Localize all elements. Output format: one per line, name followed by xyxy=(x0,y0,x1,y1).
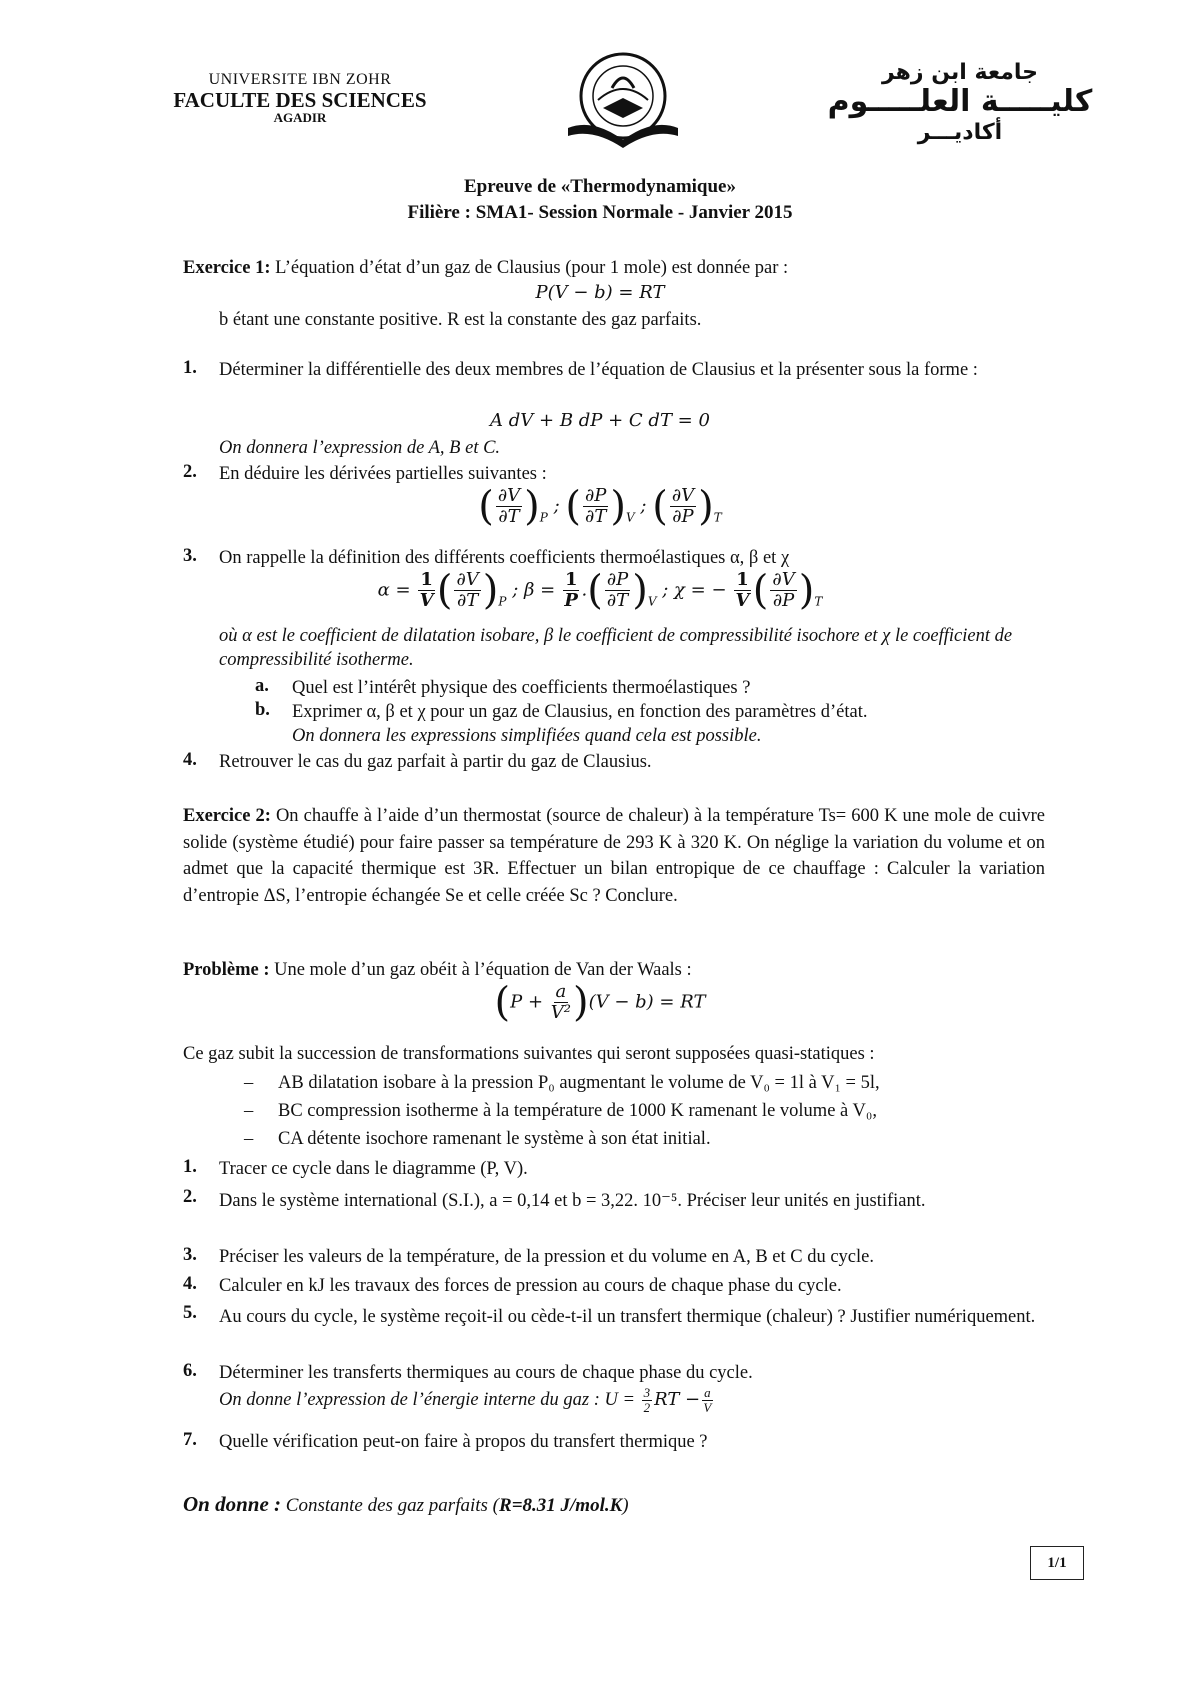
problem-intro xyxy=(183,958,1043,982)
partial-derivatives: ( $\frac{\partial V}{\partial T}$ )$_P$ ; ( $\frac{\partial P}{\partial T}$ )$_V$ ; ( $\frac{\partial V}{\partial P}$ )$_T$ xyxy=(478,483,722,530)
transformation-bc: BC compression isotherme à la température de 1000 K ramenant le volume à V₀, xyxy=(278,1101,877,1121)
problem-q6: Déterminer les transferts thermiques au cours de chaque phase du cycle. xyxy=(219,1363,753,1383)
problem-q6-note: On donne l’expression de l’énergie interne du gaz : U = $\frac{3}{2}$ RT − $\frac{a}{V}$ xyxy=(219,1385,712,1416)
clausius-equation: P(V − b) = RT xyxy=(535,282,665,303)
problem-q6-number: 6. xyxy=(183,1361,197,1381)
ex1-q1-number: 1. xyxy=(183,358,197,378)
gas-constant-value: R=8.31 J/mol.K xyxy=(499,1495,623,1516)
ex1-qb-text: Exprimer α, β et χ pour un gaz de Clausius, en fonction des paramètres d’état. xyxy=(292,702,868,722)
transformation-dash-2: – xyxy=(244,1101,254,1121)
problem-q4-number: 4. xyxy=(183,1274,197,1294)
problem-q5-number: 5. xyxy=(183,1303,197,1323)
problem-q2-number: 2. xyxy=(183,1187,197,1207)
ex1-q1-note: On donnera l’expression de A, B et C. xyxy=(219,438,501,458)
ex1-qa-text: Quel est l’intérêt physique des coefficients thermoélastiques ? xyxy=(292,678,751,698)
ex1-qb-number: b. xyxy=(255,700,270,720)
page-number: 1/1 xyxy=(1030,1546,1084,1580)
header-arabic xyxy=(820,60,1100,145)
university-name-ar: جامعة ابن زهر xyxy=(881,60,1039,85)
ex1-intro xyxy=(183,256,1043,280)
problem-q5: Au cours du cycle, le système reçoit-il ou cède-t-il un transfert thermique (chaleur) ? Justifier numériquement. xyxy=(219,1307,1036,1327)
ex1-qa-number: a. xyxy=(255,676,269,696)
transformations-intro: Ce gaz subit la succession de transformations suivantes qui seront supposées quasi-statiques : xyxy=(183,1044,875,1064)
university-name: UNIVERSITE IBN ZOHR xyxy=(208,71,392,88)
ex1-q2-text: En déduire les dérivées partielles suivantes : xyxy=(219,464,547,484)
city-name: AGADIR xyxy=(273,109,327,125)
problem-q1: Tracer ce cycle dans le diagramme (P, V). xyxy=(219,1159,528,1179)
van-der-waals-equation: (P + $\frac{a}{\text{V²}}$ )(V − b) = RT xyxy=(494,979,706,1026)
thermoelastic-definitions: α = $\frac{1}{V}$ ( $\frac{\partial V}{\partial T}$ )$_P$ ; β = $\frac{1}{P}$ .( $\frac{\partial P}{\partial T}$ )$_V$ ; χ = − $\frac{1}{V}$ ( $\frac{\partial V}{\partial P}$ )$_T$ xyxy=(377,567,823,614)
problem-q1-number: 1. xyxy=(183,1157,197,1177)
transformation-ca: CA détente isochore ramenant le système à son état initial. xyxy=(278,1129,711,1149)
given-close: ) xyxy=(622,1495,629,1516)
ex2-label: Exercice 2: xyxy=(183,806,271,826)
ex1-q4-number: 4. xyxy=(183,750,197,770)
given-text: Constante des gaz parfaits ( xyxy=(281,1495,500,1516)
ex1-intro-text: L’équation d’état d’un gaz de Clausius (pour 1 mole) est donnée par : xyxy=(270,258,789,278)
ex1-qb-note: On donnera les expressions simplifiées quand cela est possible. xyxy=(292,726,762,746)
problem-q3-number: 3. xyxy=(183,1245,197,1265)
problem-q7-number: 7. xyxy=(183,1430,197,1450)
problem-q4: Calculer en kJ les travaux des forces de pression au cours de chaque phase du cycle. xyxy=(219,1276,842,1296)
given-constants xyxy=(183,1492,629,1518)
ex1-q3-text: On rappelle la définition des différents coefficients thermoélastiques α, β et χ xyxy=(219,548,790,568)
ex2-paragraph xyxy=(183,803,1045,909)
problem-q2: Dans le système international (S.I.), a = 0,14 et b = 3,22. 10⁻⁵. Préciser leur unités en justifiant. xyxy=(219,1191,926,1211)
internal-energy-label: On donne l’expression de l’énergie interne du gaz : U = xyxy=(219,1390,640,1411)
exam-title: Epreuve de «Thermodynamique» xyxy=(463,176,736,197)
problem-q3: Préciser les valeurs de la température, de la pression et du volume en A, B et C du cycle. xyxy=(219,1247,874,1267)
ex1-q3-note: où α est le coefficient de dilatation isobare, β le coefficient de compressibilité isochore et χ le coefficient de compressibilité isotherme. xyxy=(219,626,1013,670)
ex1-q2-number: 2. xyxy=(183,462,197,482)
problem-q7: Quelle vérification peut-on faire à propos du transfert thermique ? xyxy=(219,1432,708,1452)
problem-label: Problème : xyxy=(183,960,270,980)
city-name-ar: أكاديـــر xyxy=(917,119,1003,145)
problem-intro-text: Une mole d’un gaz obéit à l’équation de Van der Waals : xyxy=(269,960,692,980)
transformation-dash-3: – xyxy=(244,1129,254,1149)
ex1-q1-text: Déterminer la différentielle des deux membres de l’équation de Clausius et la présenter sous la forme : xyxy=(219,360,978,380)
ex1-label: Exercice 1: xyxy=(183,258,271,278)
ex1-note: b étant une constante positive. R est la constante des gaz parfaits. xyxy=(219,310,702,330)
differential-equation: A dV + B dP + C dT = 0 xyxy=(490,410,710,431)
exam-subtitle: Filière : SMA1- Session Normale - Janvier 2015 xyxy=(407,202,793,223)
faculty-name: FACULTE DES SCIENCES xyxy=(173,87,427,112)
ex1-q4-text: Retrouver le cas du gaz parfait à partir du gaz de Clausius. xyxy=(219,752,652,772)
vdw-rhs: (V − b) = RT xyxy=(588,991,706,1013)
ex2-text: On chauffe à l’aide d’un thermostat (source de chaleur) à la température Ts= 600 K une mole de cuivre solide (système étudié) pour faire passer sa température de 293 K à 320 K. On néglige la variation du volume et on admet que la capacité thermique est 3R. Effectuer un bilan entropique de ce chauffage : Calculer la variation d’entropie ΔS, l’entropie échangée Se et celle créée Sc ? Conclure. xyxy=(183,806,1045,906)
faculty-logo xyxy=(548,48,698,158)
header-french xyxy=(150,72,450,124)
transformation-dash-1: – xyxy=(244,1073,254,1093)
ex1-q3-number: 3. xyxy=(183,546,197,566)
transformation-ab: AB dilatation isobare à la pression P₀ augmentant le volume de V₀ = 1l à V₁ = 5l, xyxy=(278,1073,880,1093)
given-label: On donne : xyxy=(183,1492,282,1516)
faculty-name-ar: كليـــــة العلـــــوم xyxy=(827,84,1093,120)
